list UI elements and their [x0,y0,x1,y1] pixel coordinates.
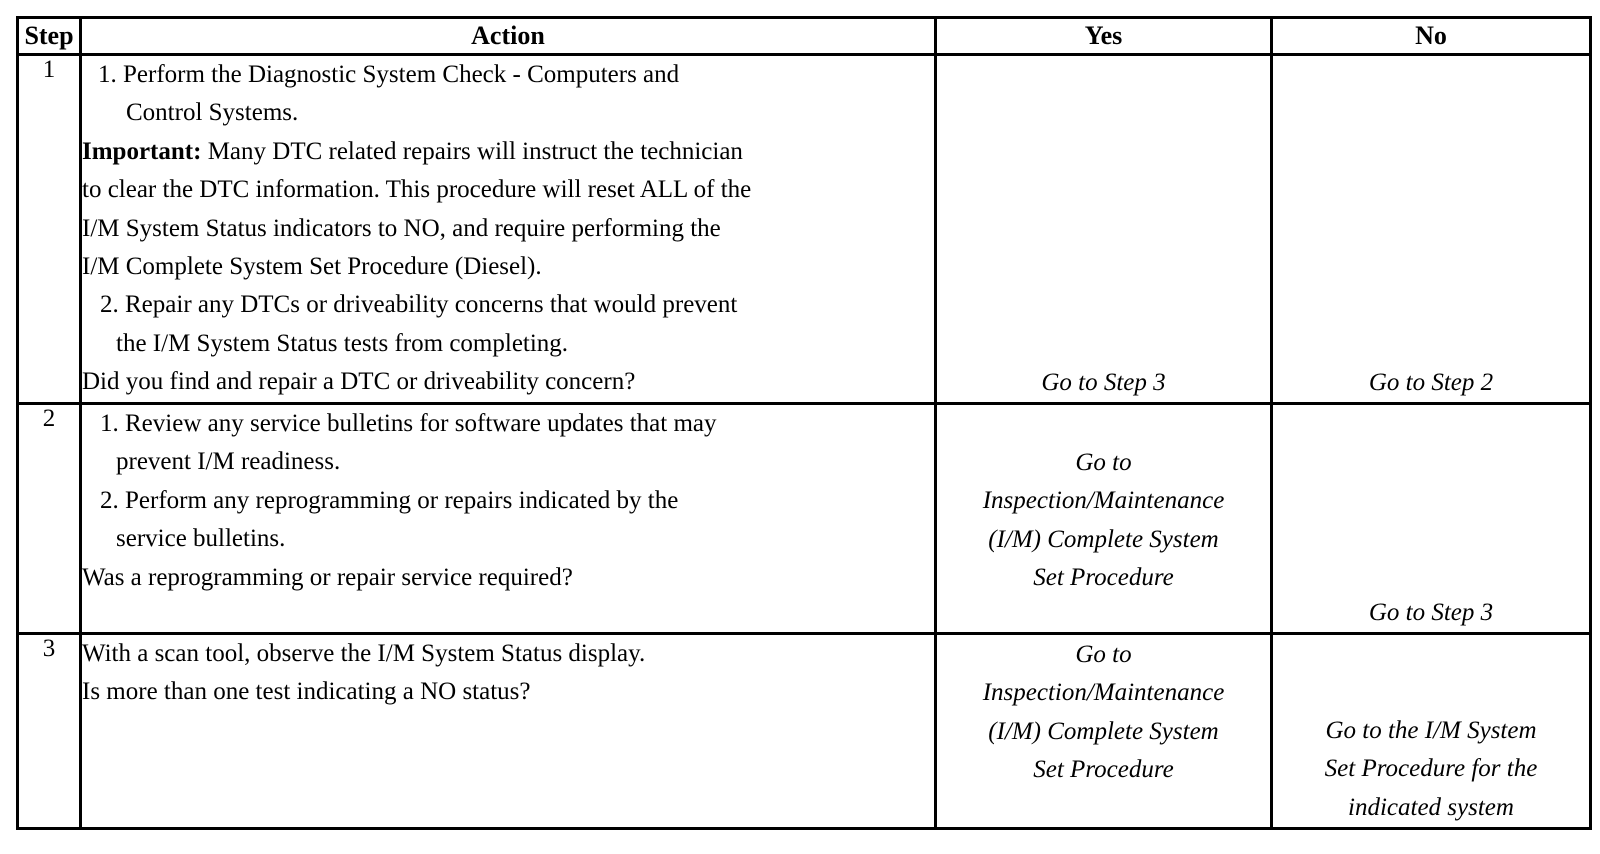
yes-result-line: Inspection/Maintenance [982,487,1225,515]
yes-result-line: Set Procedure [1033,564,1174,592]
no-cell [1272,404,1591,634]
action-line: Many DTC related repairs will instruct the technician [201,137,743,165]
action-line: to clear the DTC information. This procedure will reset ALL of the [82,176,752,204]
action-line: 2. Repair any DTCs or driveability concerns that would prevent [100,291,738,319]
header-action: Action [81,18,936,55]
action-cell [81,404,936,634]
step-number: 1 [18,55,81,404]
action-line: prevent I/M readiness. [116,448,341,476]
action-line: Control Systems. [126,99,299,127]
action-line: 1. Review any service bulletins for software updates that may [100,410,717,437]
table-row [18,55,1591,404]
action-question: Was a reprogramming or repair service required? [82,563,573,591]
action-question: Is more than one test indicating a NO status? [82,678,531,706]
action-cell [81,55,936,404]
yes-result-line: (I/M) Complete System [988,525,1219,553]
yes-result-line: Set Procedure [1033,756,1174,784]
no-result-line: Go to the I/M System [1325,717,1537,744]
yes-result-line: (I/M) Complete System [988,717,1219,745]
yes-cell [936,55,1272,404]
action-line: service bulletins. [116,525,286,553]
no-result-line: Set Procedure for the [1324,755,1538,783]
important-note [82,133,934,171]
yes-result-line: Go to [1075,449,1132,476]
header-yes: Yes [936,18,1272,55]
action-line: the I/M System Status tests from completing. [116,329,569,357]
action-cell [81,634,936,829]
no-result: Go to Step 2 [1368,368,1494,396]
action-line: With a scan tool, observe the I/M System Status display. [82,640,646,667]
action-line: 2. Perform any reprogramming or repairs indicated by the [100,486,679,514]
no-cell [1272,55,1591,404]
no-result-line: indicated system [1348,793,1514,821]
table-row [18,634,1591,829]
table-row [18,404,1591,634]
no-result: Go to Step 3 [1368,598,1494,626]
header-no: No [1272,18,1591,55]
step-number: 2 [18,404,81,634]
header-step: Step [18,18,81,55]
important-label: Important: [82,137,202,165]
yes-result: Go to Step 3 [1041,368,1166,396]
step-number: 3 [18,634,81,829]
action-line: 1. Perform the Diagnostic System Check - Computers and [98,61,680,88]
yes-result-line: Inspection/Maintenance [982,679,1225,707]
action-line: I/M System Status indicators to NO, and require performing the [82,214,721,242]
action-question: Did you find and repair a DTC or driveability concern? [82,368,636,396]
header-row [18,18,1591,55]
no-cell [1272,634,1591,829]
yes-cell [936,634,1272,829]
yes-result-line: Go to [1075,641,1132,668]
yes-cell [936,404,1272,634]
diagnostic-table [16,16,1592,830]
action-line: I/M Complete System Set Procedure (Diesel). [82,253,542,281]
